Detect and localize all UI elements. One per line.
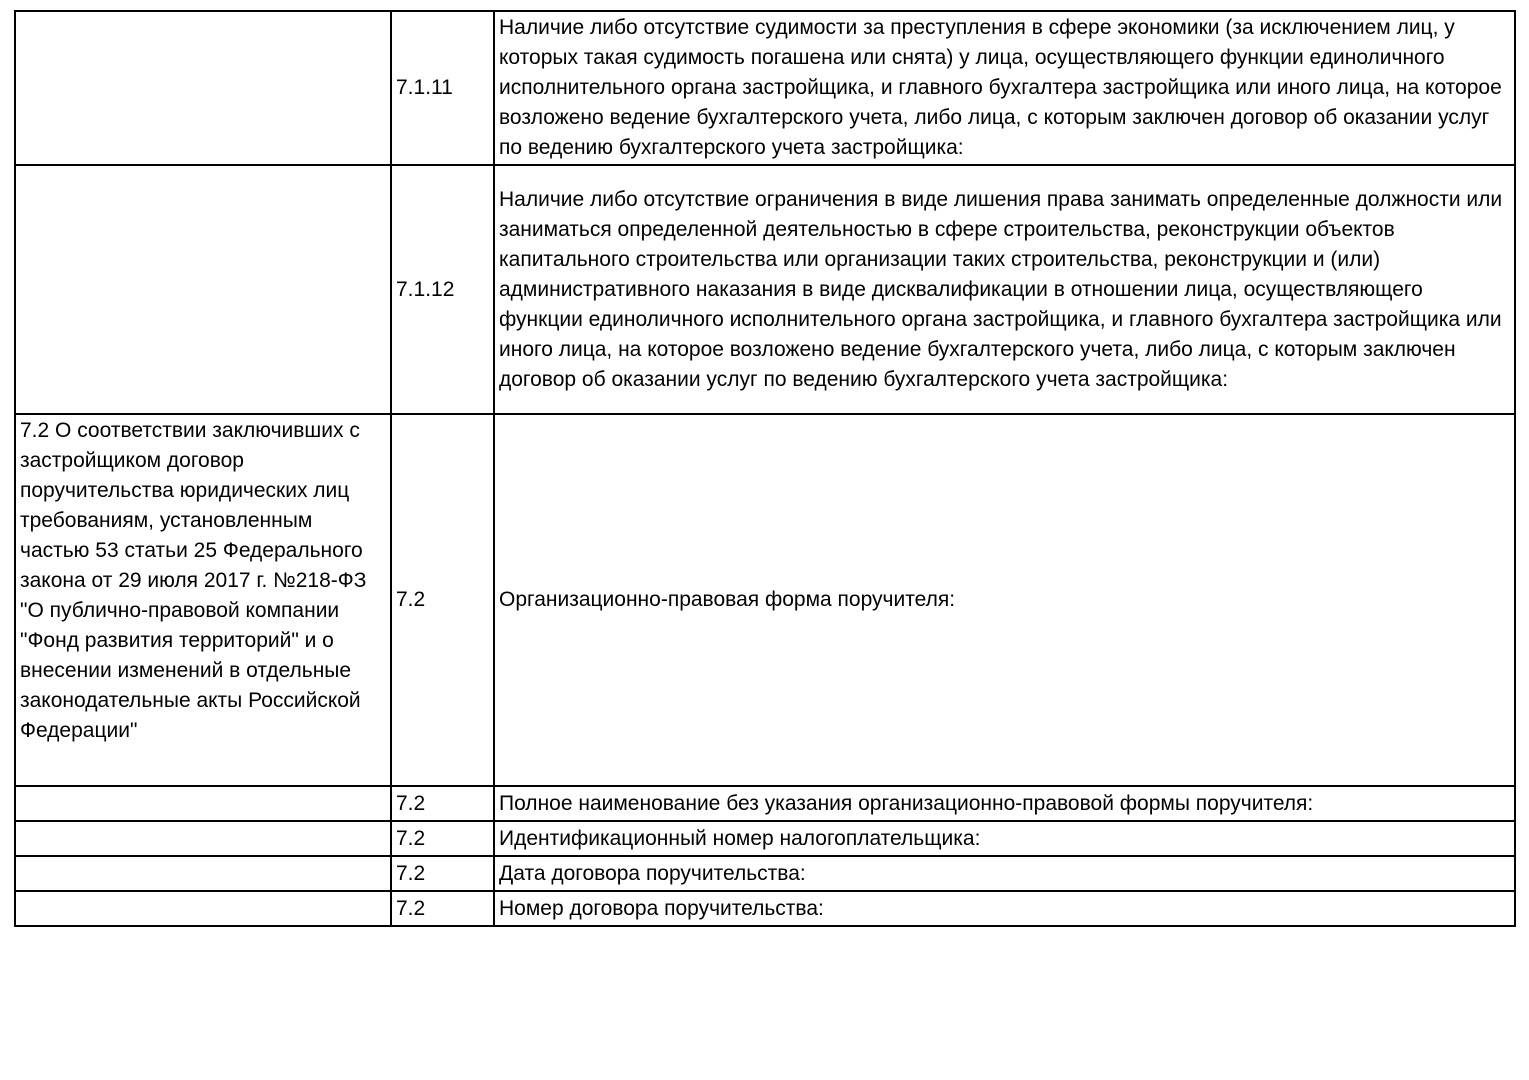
- table-row: [15, 165, 1515, 414]
- table-row: [15, 414, 1515, 786]
- section-cell: [15, 891, 391, 926]
- code-cell: 7.2: [391, 821, 494, 856]
- requirement-text-cell: Полное наименование без указания организационно-правовой формы поручителя:: [494, 786, 1515, 821]
- requirement-text-cell: Дата договора поручительства:: [494, 856, 1515, 891]
- table-row: [15, 856, 1515, 891]
- code-cell: 7.2: [391, 786, 494, 821]
- section-cell: [15, 165, 391, 414]
- table-row: [15, 11, 1515, 165]
- table-row: [15, 821, 1515, 856]
- section-cell: [15, 856, 391, 891]
- requirement-text-cell: Наличие либо отсутствие ограничения в виде лишения права занимать определенные должности или заниматься определенной деятельностью в сфере строительства, реконструкции объектов капитального строительства или организации таких строительства, реконструкции и (или) административного наказания в виде дисквалификации в отношении лица, осуществляющего функции единоличного исполнительного органа застройщика, и главного бухгалтера застройщика или иного лица, на которое возложено ведение бухгалтерского учета, либо лица, с которым заключен договор об оказании услуг по ведению бухгалтерского учета застройщика:: [494, 165, 1515, 414]
- code-cell: 7.2: [391, 891, 494, 926]
- table-row: [15, 891, 1515, 926]
- requirement-text-cell: Наличие либо отсутствие судимости за преступления в сфере экономики (за исключением лиц, у которых такая судимость погашена или снята) у лица, осуществляющего функции единоличного исполнительного органа застройщика, и главного бухгалтера застройщика или иного лица, на которое возложено ведение бухгалтерского учета, либо лица, с которым заключен договор об оказании услуг по ведению бухгалтерского учета застройщика:: [494, 11, 1515, 165]
- requirement-text-cell: Организационно-правовая форма поручителя:: [494, 414, 1515, 786]
- section-cell: [15, 821, 391, 856]
- section-cell: [15, 786, 391, 821]
- code-cell: 7.1.12: [391, 165, 494, 414]
- requirement-text-cell: Идентификационный номер налогоплательщика:: [494, 821, 1515, 856]
- table-row: [15, 786, 1515, 821]
- section-cell: 7.2 О соответствии заключивших с застройщиком договор поручительства юридических лиц требованиям, установленным частью 53 статьи 25 Федерального закона от 29 июля 2017 г. №218-ФЗ "О публично-правовой компании "Фонд развития территорий" и о внесении изменений в отдельные законодательные акты Российской Федерации": [15, 414, 391, 786]
- section-cell: [15, 11, 391, 165]
- code-cell: 7.2: [391, 856, 494, 891]
- code-cell: 7.1.11: [391, 11, 494, 165]
- declaration-table: [14, 10, 1516, 927]
- requirement-text-cell: Номер договора поручительства:: [494, 891, 1515, 926]
- code-cell: 7.2: [391, 414, 494, 786]
